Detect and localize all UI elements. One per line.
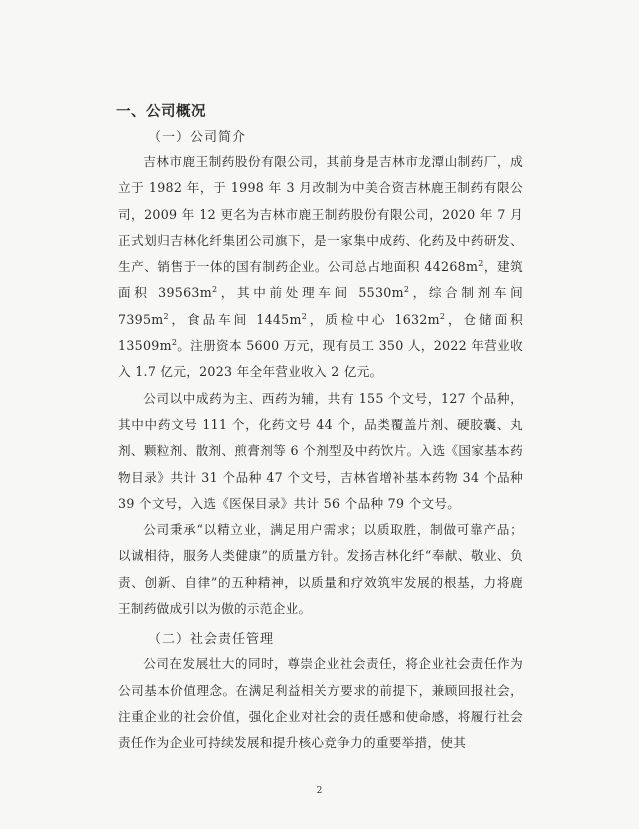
paragraph-company-history: 吉林市鹿王制药股份有限公司，其前身是吉林市龙潭山制药厂，成立于 1982 年，于 1998 年 3 月改制为中美合资吉林鹿王制药有限公司，2009 年 12 更名为吉林市鹿王制药股份有限公司，2020 年 7 月正式划归吉林化纤集团公司旗下，是一家集中成药、化药及中药研发、生产、销售于一体的国有制药企业。公司总占地面积 $44268m^2$，建筑面积 $39563m^2$，其中前处理车间 $5530m^2$，综合制剂车间 $7395m^2$，食品车间 $1445m^2$，质检中心 $1632m^2$，仓储面积 $13509m^2$。注册资本 5600 万元，现有员工 350 人，2022 年营业收入 1.7 亿元，2023 年全年营业收入 2 亿元。 [118, 154, 524, 380]
paragraph-social-responsibility: 公司在发展壮大的同时，尊崇企业社会责任，将企业社会责任作为公司基本价值理念。在满足利益相关方要求的前提下，兼顾回报社会，注重企业的社会价值，强化企业对社会的责任感和使命感，将履行社会责任作为企业可持续发展和提升核心竞争力的重要举措，使其 [118, 656, 523, 751]
chapter-heading: 一、公司概况 [116, 104, 206, 120]
page-content [118, 100, 523, 757]
section-heading-social-responsibility: （二）社会责任管理 [148, 632, 275, 648]
page-number: 2 [316, 786, 323, 796]
section-heading-company-profile: （一）公司简介 [148, 130, 247, 145]
paragraph-product-portfolio: 公司以中成药为主、西药为辅，共有 155 个文号，127 个品种，其中中药文号 111 个，化药文号 44 个，品类覆盖片剂、硬胶囊、丸剂、颗粒剂、散剂、煎膏剂等 6 个剂型及中药饮片。入选《国家基本药物目录》共计 31 个品种 47 个文号，吉林省增补基本药物 34 个品种 39 个文号，入选《医保目录》共计 56 个品种 79 个文号。 [118, 390, 523, 511]
paragraph-quality-policy: 公司秉承“以精立业，满足用户需求；以质取胜，制做可靠产品；以诚相待，服务人类健康”的质量方针。发扬吉林化纤“奉献、敬业、负责、创新、自律”的五种精神，以质量和疗效筑牢发展的根基，力将鹿王制药做成引以为傲的示范企业。 [118, 522, 523, 617]
